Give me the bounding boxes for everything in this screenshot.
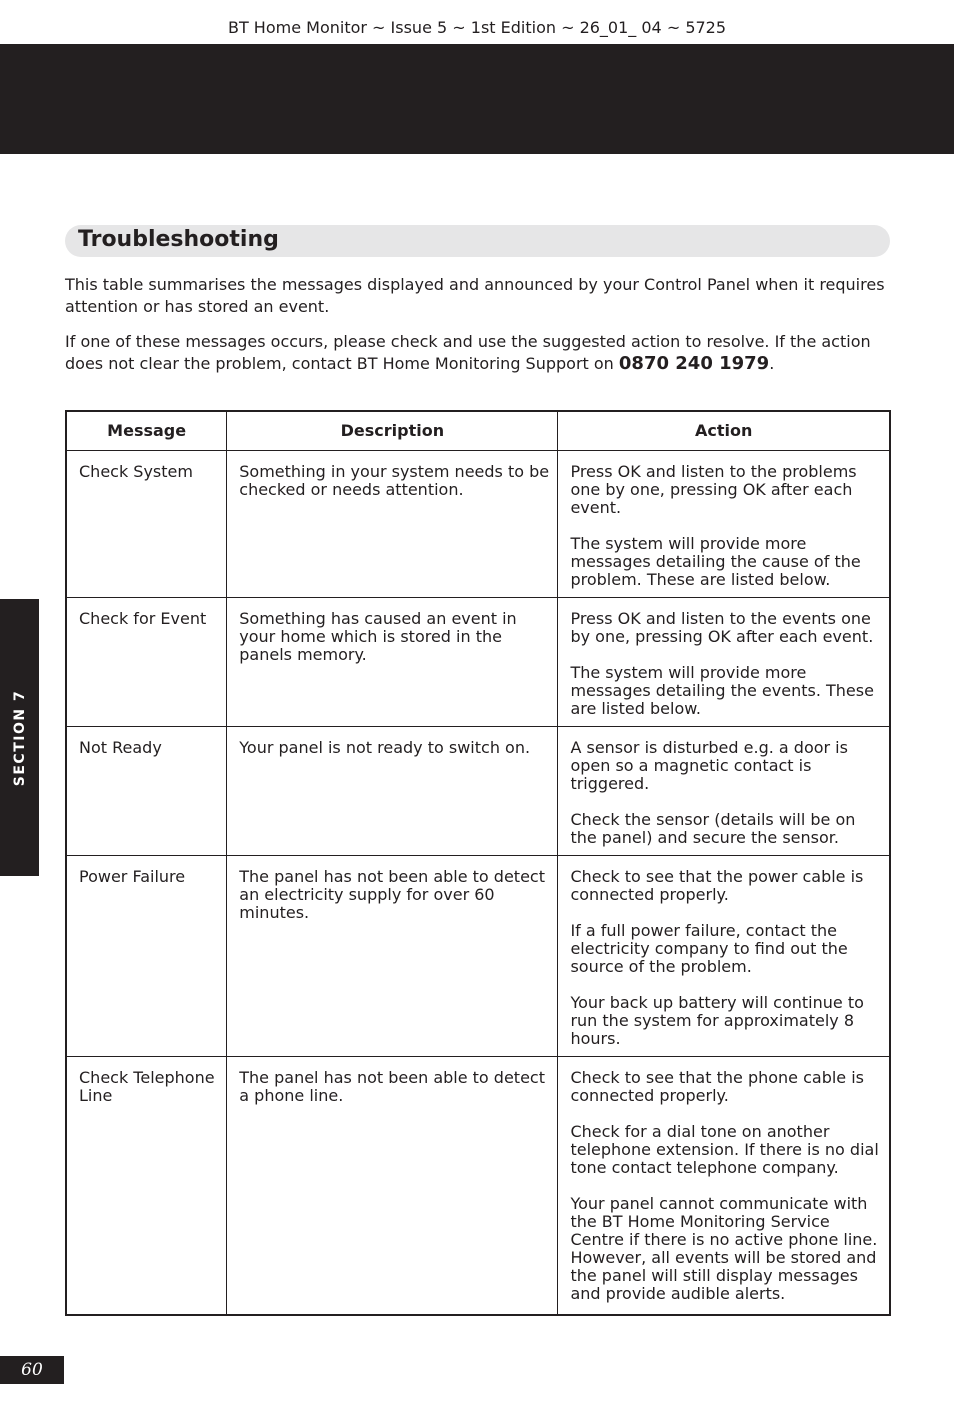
- action-step: Your panel cannot communicate with the BT Home Monitoring Service Centre if there is no active phone line. However, all events will be stored and the panel will still display messages and provide audible alerts.: [570, 1194, 878, 1303]
- document-header: BT Home Monitor ~ Issue 5 ~ 1st Edition ~ 26_01_ 04 ~ 5725: [227, 18, 727, 37]
- intro-text-end: .: [769, 354, 775, 373]
- column-header-description: Description: [227, 411, 558, 451]
- header-band: [0, 44, 954, 154]
- message-cell: Check Telephone Line: [66, 1057, 227, 1315]
- message-cell: Power Failure: [66, 856, 227, 1057]
- intro-paragraph-1: This table summarises the messages displayed and announced by your Control Panel when it requires attention or has stored an event.: [65, 275, 885, 316]
- action-step: Press OK and listen to the events one by one, pressing OK after each event.: [570, 609, 874, 646]
- table-row: [66, 856, 890, 1057]
- table-row: [66, 1057, 890, 1315]
- action-step: A sensor is disturbed e.g. a door is open so a magnetic contact is triggered.: [570, 738, 848, 793]
- message-cell: Check System: [66, 451, 227, 598]
- table-row: [66, 598, 890, 727]
- action-cell: [558, 856, 890, 1057]
- support-phone-number: 0870 240 1979: [618, 353, 770, 374]
- action-step: The system will provide more messages detailing the events. These are listed below.: [570, 663, 874, 718]
- intro-text: If one of these messages occurs, please check and use the suggested action to resolve. If the action does not clear the problem, contact BT Home Monitoring Support on: [65, 332, 871, 373]
- troubleshooting-table: [65, 410, 891, 1316]
- description-cell: Something in your system needs to be checked or needs attention.: [227, 451, 558, 598]
- title-bar: [65, 225, 890, 257]
- action-step: Check for a dial tone on another telephone extension. If there is no dial tone contact telephone company.: [570, 1122, 879, 1177]
- action-step: Check the sensor (details will be on the panel) and secure the sensor.: [570, 810, 856, 847]
- message-cell: Not Ready: [66, 727, 227, 856]
- column-header-action: Action: [558, 411, 890, 451]
- action-step: The system will provide more messages detailing the cause of the problem. These are listed below.: [570, 534, 861, 589]
- table-row: [66, 727, 890, 856]
- action-cell: [558, 451, 890, 598]
- description-cell: The panel has not been able to detect a phone line.: [227, 1057, 558, 1315]
- description-cell: Something has caused an event in your home which is stored in the panels memory.: [227, 598, 558, 727]
- page-title: Troubleshooting: [78, 227, 279, 252]
- column-header-message: Message: [66, 411, 227, 451]
- section-label: SECTION 7: [11, 689, 28, 786]
- table-row: [66, 451, 890, 598]
- section-tab: [0, 599, 39, 876]
- action-cell: [558, 1057, 890, 1315]
- table-header-row: [66, 411, 890, 451]
- page-number: 60: [0, 1356, 64, 1384]
- message-cell: Check for Event: [66, 598, 227, 727]
- action-step: Your back up battery will continue to run the system for approximately 8 hours.: [570, 993, 864, 1048]
- action-step: Check to see that the power cable is connected properly.: [570, 867, 864, 904]
- action-cell: [558, 598, 890, 727]
- action-cell: [558, 727, 890, 856]
- intro-paragraph-2: [65, 331, 895, 375]
- action-step: Check to see that the phone cable is connected properly.: [570, 1068, 865, 1105]
- description-cell: Your panel is not ready to switch on.: [227, 727, 558, 856]
- action-step: If a full power failure, contact the electricity company to find out the source of the problem.: [570, 921, 848, 976]
- action-step: Press OK and listen to the problems one by one, pressing OK after each event.: [570, 462, 857, 517]
- description-cell: The panel has not been able to detect an electricity supply for over 60 minutes.: [227, 856, 558, 1057]
